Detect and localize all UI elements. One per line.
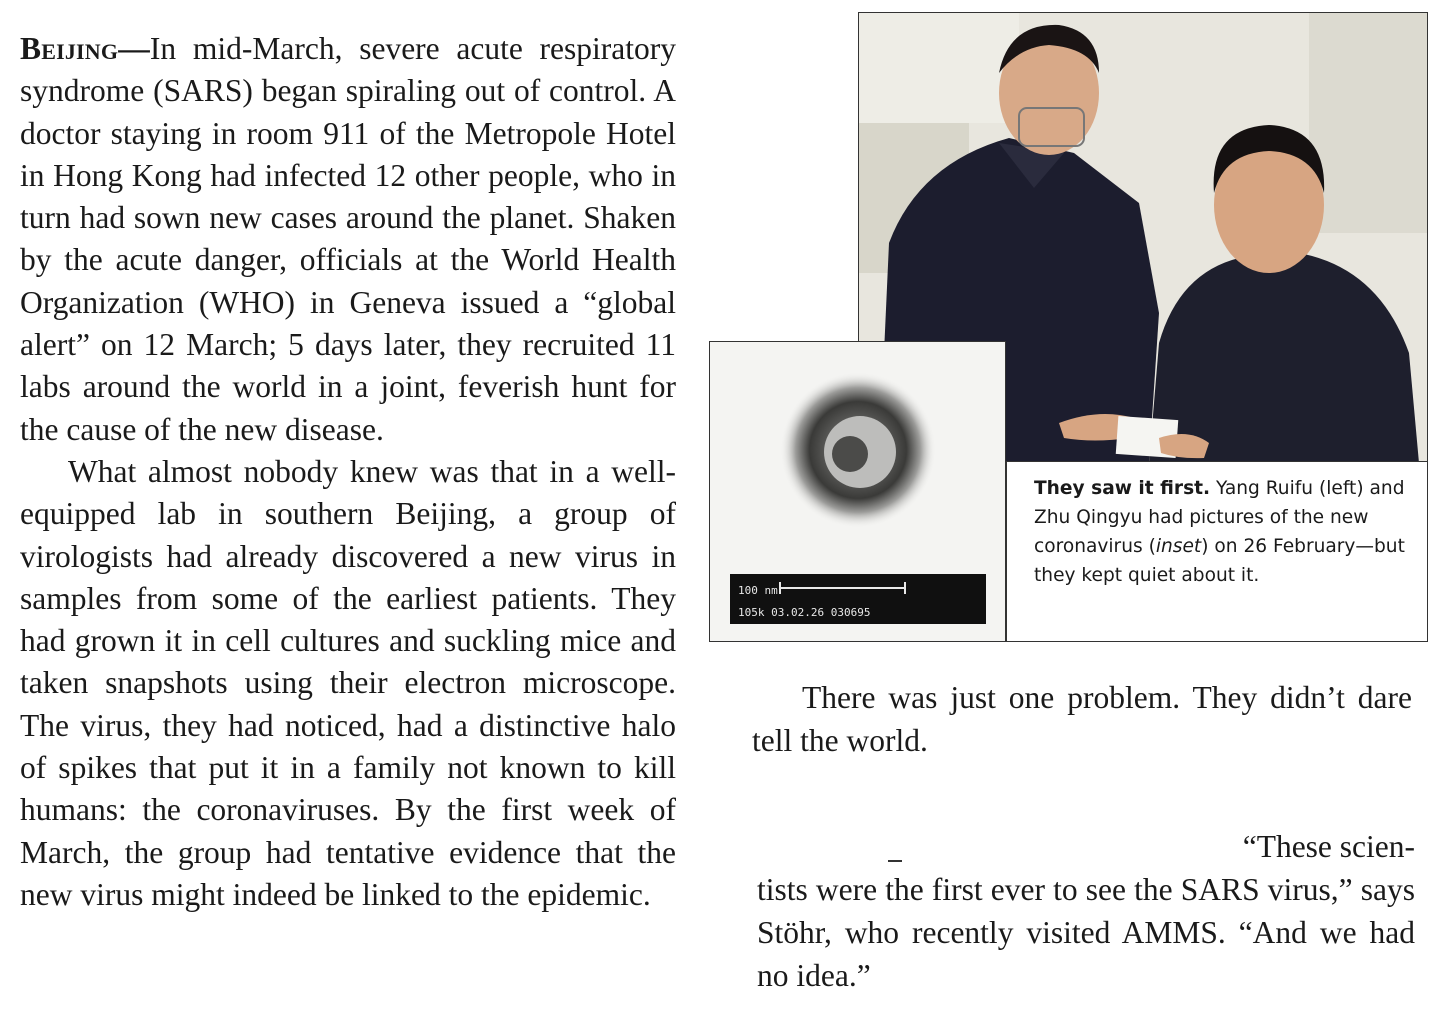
scale-bar-label: 100 nm [738, 584, 778, 597]
article-paragraph-1 [20, 28, 676, 451]
caption-lead: They saw it first. [1034, 478, 1211, 499]
micrograph-info-label: 105k 03.02.26 030695 [738, 606, 871, 619]
article-body-column [20, 28, 676, 916]
caption-text-2: ) on 26 February—but they kept quiet about it. [1034, 536, 1405, 586]
snippet-1-text: There was just one problem. They didn’t dare tell the world. [752, 680, 1412, 758]
text-snippet-2 [757, 825, 1415, 997]
text-snippet-1 [752, 676, 1412, 762]
dateline: Beijing— [20, 31, 150, 66]
caption-text-1: Yang Ruifu (left) and Zhu Qingyu had pictures of the new coronavirus ( [1034, 478, 1405, 557]
snippet-2-first-line: “These scien- [1242, 829, 1415, 864]
caption-italic: inset [1155, 536, 1202, 557]
coronavirus-micrograph [710, 342, 1006, 642]
inset-micrograph [709, 341, 1006, 642]
figure-caption [1034, 474, 1426, 590]
snippet-2-body: tists were the first ever to see the SARS virus,” says Stöhr, who recently visited AMMS. “And we had no idea.” [757, 872, 1415, 993]
article-paragraph-2: What almost nobody knew was that in a well-equipped lab in southern Beijing, a group of virologists had already discovered a new virus in samples from some of the earliest patients. They had grown it in cell cultures and suckling mice and taken snapshots using their electron microscope. The virus, they had noticed, had a distinctive halo of spikes that put it in a family not known to kill humans: the coronaviruses. By the first week of March, the group had tentative evidence that the new virus might indeed be linked to the epidemic. [20, 453, 676, 912]
paragraph-1-text: In mid-March, severe acute respiratory syndrome (SARS) began spiraling out of control. A doctor staying in room 911 of the Metropole Hotel in Hong Kong had infected 12 other people, who in turn had sown new cases around the planet. Shaken by the acute danger, officials at the World Health Organization (WHO) in Geneva issued a “global alert” on 12 March; 5 days later, they recruited 11 labs around the world in a joint, feverish hunt for the cause of the new disease. [20, 31, 676, 447]
